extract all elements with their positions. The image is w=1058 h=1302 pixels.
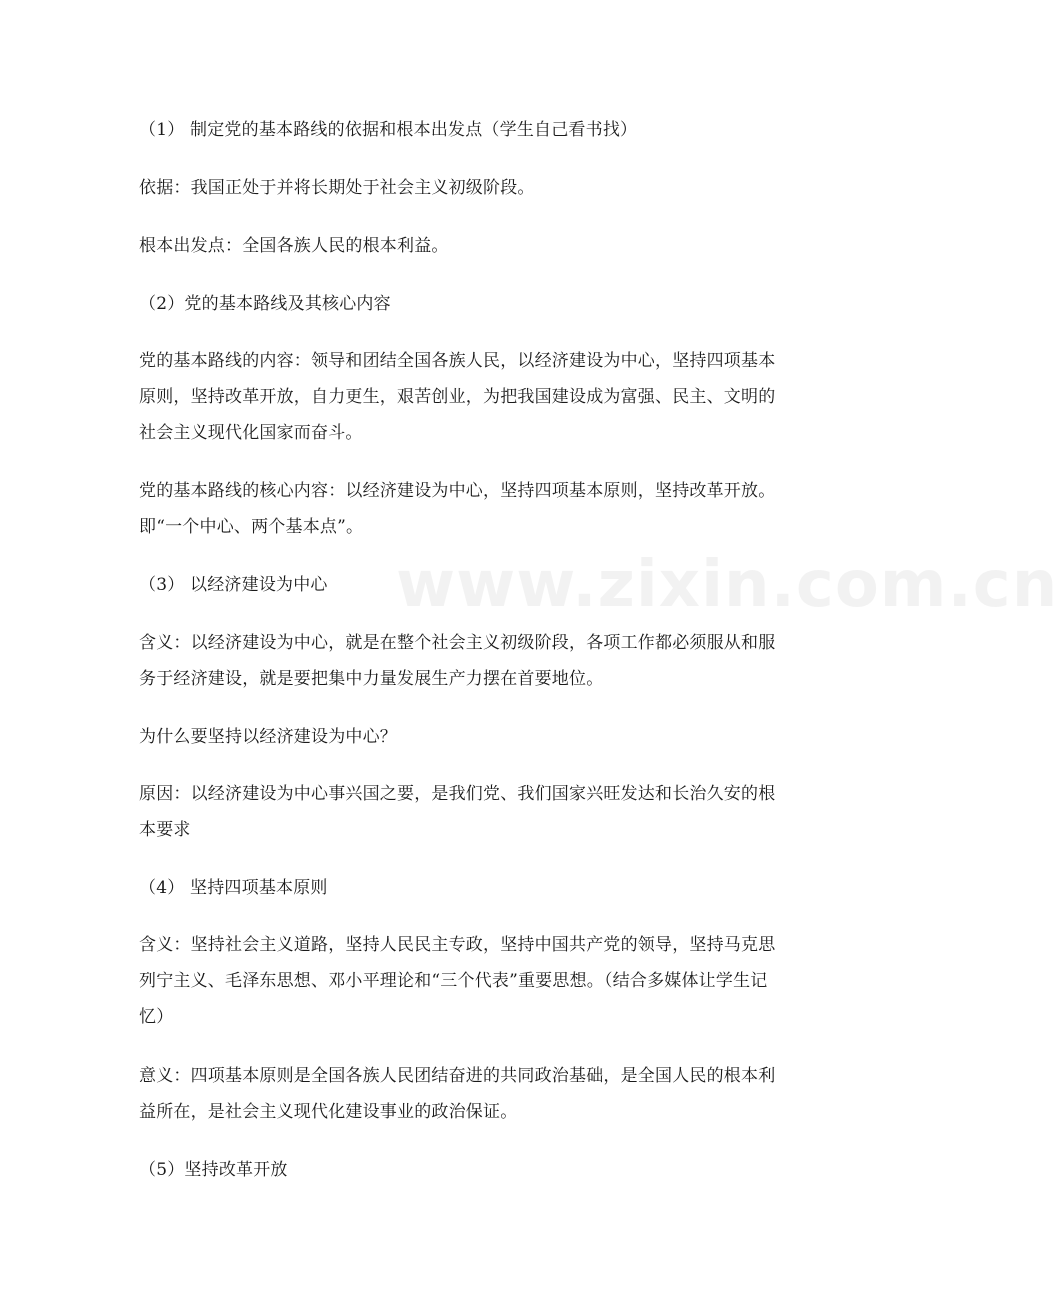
heading-reform-opening: （5）坚持改革开放 — [139, 1160, 288, 1180]
paragraph-reason: 原因：以经济建设为中心事兴国之要，是我们党、我们国家兴旺发达和长治久安的根本要求 — [139, 784, 776, 840]
paragraph-four-principles-meaning: 含义：坚持社会主义道路，坚持人民民主专政，坚持中国共产党的领导，坚持马克思列宁主义、毛泽东思想、邓小平理论和“三个代表”重要思想。（结合多媒体让学生记忆） — [139, 935, 776, 1027]
paragraph-basic-line-content: 党的基本路线的内容：领导和团结全国各族人民，以经济建设为中心，坚持四项基本原则，坚持改革开放，自力更生，艰苦创业，为把我国建设成为富强、民主、文明的社会主义现代化国家而奋斗。 — [139, 351, 776, 443]
paragraph-starting-point: 根本出发点：全国各族人民的根本利益。 — [139, 236, 449, 256]
paragraph-economic-meaning: 含义：以经济建设为中心，就是在整个社会主义初级阶段，各项工作都必须服从和服务于经济建设，就是要把集中力量发展生产力摆在首要地位。 — [139, 633, 776, 689]
paragraph-basis: 依据：我国正处于并将长期处于社会主义初级阶段。 — [139, 178, 535, 198]
heading-four-principles: （4） 坚持四项基本原则 — [139, 878, 328, 898]
watermark: www.zixin.com.cn — [396, 548, 1058, 622]
heading-economic-construction: （3） 以经济建设为中心 — [139, 575, 328, 595]
heading-basic-line-core: （2）党的基本路线及其核心内容 — [139, 294, 391, 314]
paragraph-four-principles-significance: 意义：四项基本原则是全国各族人民团结奋进的共同政治基础，是全国人民的根本利益所在，是社会主义现代化建设事业的政治保证。 — [139, 1066, 776, 1122]
paragraph-basic-line-core-content: 党的基本路线的核心内容：以经济建设为中心，坚持四项基本原则，坚持改革开放。即“一个中心、两个基本点”。 — [139, 481, 776, 537]
heading-basis-and-starting-point: （1） 制定党的基本路线的依据和根本出发点（学生自己看书找） — [139, 120, 638, 140]
paragraph-why-question: 为什么要坚持以经济建设为中心？ — [139, 727, 397, 747]
